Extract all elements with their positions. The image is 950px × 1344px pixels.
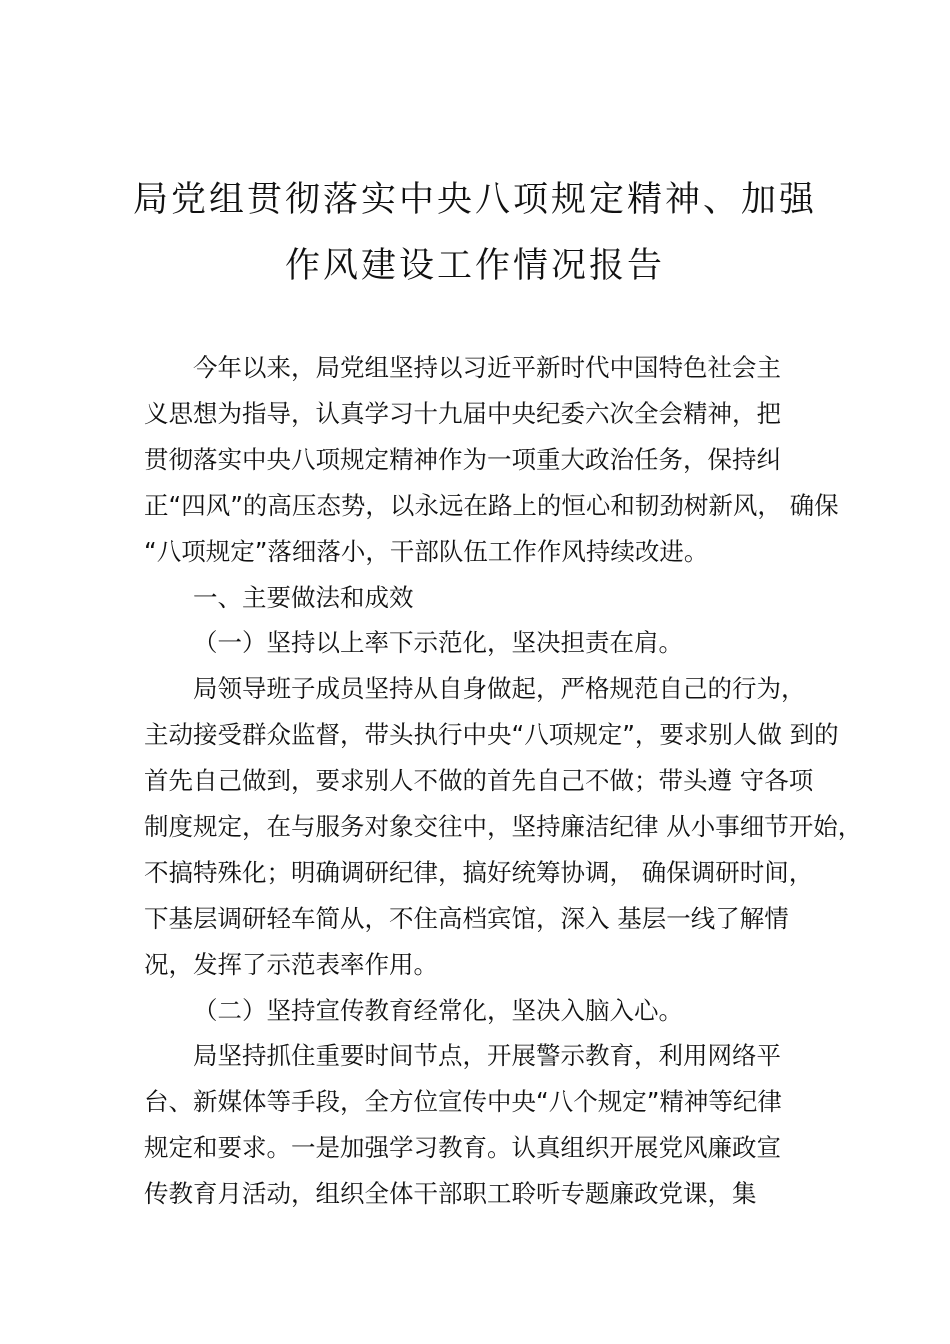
paragraph-line: 贯彻落实中央八项规定精神作为一项重大政治任务，保持纠 (144, 445, 781, 474)
subsection-heading: （二）坚持宣传教育经常化，坚决入脑入心。 (193, 996, 683, 1025)
paragraph-line: 义思想为指导，认真学习十九届中央纪委六次全会精神，把 (144, 399, 781, 428)
paragraph-line: 下基层调研轻车简从，不住高档宾馆，深入 基层一线了解情 (144, 904, 789, 933)
document-title-line-2: 作风建设工作情况报告 (284, 246, 665, 286)
section-heading: 一、主要做法和成效 (193, 583, 414, 612)
paragraph-line: 传教育月活动，组织全体干部职工聆听专题廉政党课，集 (144, 1179, 757, 1208)
paragraph-line: 正“四风”的高压态势，以永远在路上的恒心和韧劲树新风， 确保 (144, 491, 839, 520)
paragraph-line: “八项规定”落细落小，干部队伍工作作风持续改进。 (144, 537, 709, 566)
paragraph-line: 规定和要求。一是加强学习教育。认真组织开展党风廉政宣 (144, 1133, 781, 1162)
document-title-line-1: 局党组贯彻落实中央八项规定精神、加强 (132, 180, 817, 220)
paragraph-line: 主动接受群众监督，带头执行中央“八项规定”，要求别人做 到的 (144, 720, 839, 749)
paragraph-line: 台、新媒体等手段，全方位宣传中央“八个规定”精神等纪律 (144, 1087, 782, 1116)
subsection-heading: （一）坚持以上率下示范化，坚决担责在肩。 (193, 628, 683, 657)
paragraph-line: 今年以来，局党组坚持以习近平新时代中国特色社会主 (193, 353, 781, 382)
paragraph-line: 况，发挥了示范表率作用。 (144, 950, 438, 979)
paragraph-line: 局坚持抓住重要时间节点，开展警示教育，利用网络平 (193, 1041, 781, 1070)
paragraph-line: 不搞特殊化；明确调研纪律，搞好统筹协调， 确保调研时间， (144, 858, 814, 887)
paragraph-line: 制度规定，在与服务对象交往中，坚持廉洁纪律 从小事细节开始， (144, 812, 863, 841)
paragraph-line: 首先自己做到，要求别人不做的首先自己不做；带头遵 守各项 (144, 766, 814, 795)
paragraph-line: 局领导班子成员坚持从自身做起，严格规范自己的行为， (193, 674, 806, 703)
